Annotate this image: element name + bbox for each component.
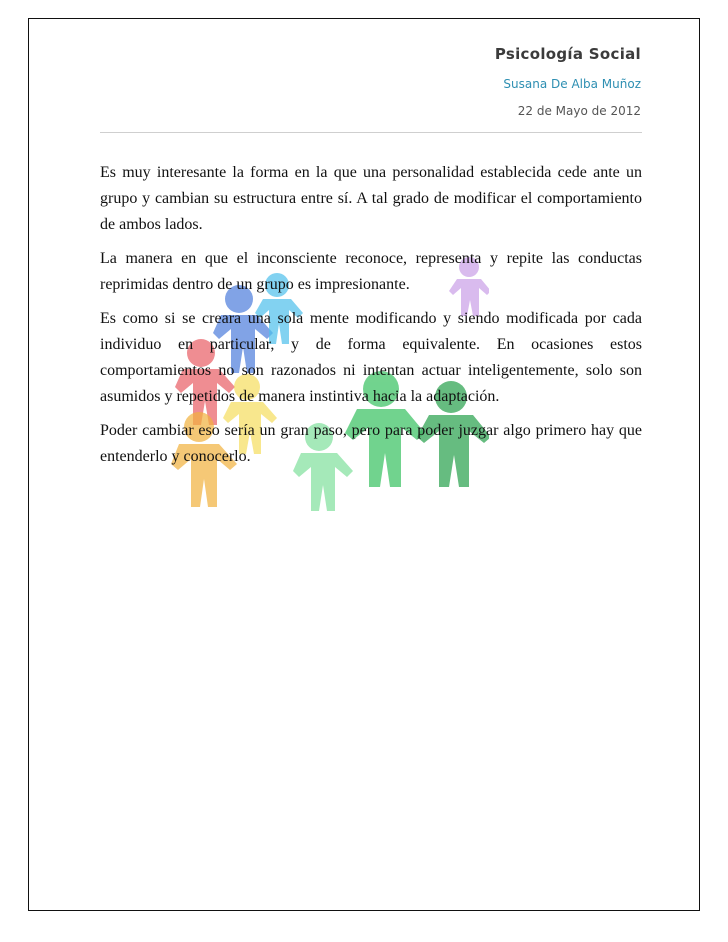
paragraph: Es como si se creara una sola mente modificando y siendo modificada por cada individuo en particular, y de forma equivalente. En ocasiones estos comportamientos no son razonados ni intentan actuar inteligentemente, solo son asumidos y repetidos de manera instintiva hacia la adaptación. — [100, 310, 642, 405]
document-page — [28, 18, 700, 911]
document-date: 22 de Mayo de 2012 — [517, 104, 641, 118]
document-title: Psicología Social — [494, 45, 641, 63]
paragraph: Es muy interesante la forma en la que una personalidad establecida cede ante un grupo y cambian su estructura entre sí. A tal grado de modificar el comportamiento de ambos lados. — [100, 164, 642, 233]
document-body — [100, 160, 642, 478]
page-header — [495, 45, 641, 118]
header-divider — [100, 132, 642, 133]
paragraph: Poder cambiar eso sería un gran paso, pero para poder juzgar algo primero hay que entenderlo y conocerlo. — [100, 422, 642, 465]
paragraph: La manera en que el inconsciente reconoce, representa y repite las conductas reprimidas dentro de un grupo es impresionante. — [100, 250, 642, 293]
author-name: Susana De Alba Muñoz — [503, 77, 641, 91]
